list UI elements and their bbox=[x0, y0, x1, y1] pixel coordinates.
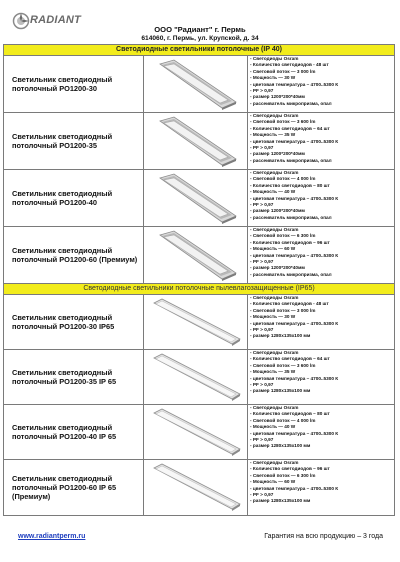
spec-line: - PF > 0,97 bbox=[250, 88, 274, 94]
product-image bbox=[144, 113, 248, 169]
spec-line: - Светодиоды Osram bbox=[250, 350, 299, 355]
spec-line: - Количество светодиодов - 48 шт bbox=[250, 62, 329, 68]
spec-line: - цветовая температура – 4700..5300 К bbox=[250, 81, 339, 87]
product-image bbox=[144, 295, 248, 349]
spec-line: - PF > 0,97 bbox=[250, 327, 274, 333]
product-name: Светильник светодиодный потолочный РО1200-60 (Премиум) bbox=[4, 227, 144, 283]
product-specs bbox=[248, 295, 394, 349]
spec-line: - рассеиватель микропризма, опал bbox=[250, 157, 332, 163]
spec-line: - Количество светодиодов – 96 шт bbox=[250, 239, 330, 245]
warranty-note: Гарантия на всю продукцию – 3 года bbox=[264, 533, 383, 540]
spec-line: - размер 1280x135x100 мм bbox=[250, 333, 311, 339]
spec-line: - Мощность — 40 W bbox=[250, 424, 296, 430]
product-specs bbox=[248, 227, 394, 283]
spec-line: - Мощность — 35 W bbox=[250, 132, 296, 138]
product-image bbox=[144, 170, 248, 226]
spec-line: - цветовая температура – 4700..5300 К bbox=[250, 430, 339, 436]
product-name: Светильник светодиодный потолочный РО1200-35 bbox=[4, 113, 144, 169]
product-image bbox=[144, 350, 248, 404]
spec-line: - Световой поток — 3 600 lm bbox=[250, 362, 316, 368]
spec-line: - Мощность — 60 W bbox=[250, 479, 296, 485]
product-name: Светильник светодиодный потолочный РО1200-40 bbox=[4, 170, 144, 226]
product-specs bbox=[248, 170, 394, 226]
table-row bbox=[4, 405, 394, 460]
linear-ip65-lamp-image bbox=[148, 407, 244, 457]
spec-line: - PF > 0,97 bbox=[250, 382, 274, 388]
spec-line: - Количество светодиодов – 80 шт bbox=[250, 411, 330, 417]
table-row bbox=[4, 460, 394, 515]
ceiling-panel-lamp-image bbox=[148, 172, 244, 224]
section-header-ip65: Светодиодные светильники потолочные пылевлагозащищенные (IP65) bbox=[4, 284, 394, 295]
spec-line: - PF > 0,97 bbox=[250, 145, 274, 151]
spec-line: - рассеиватель микропризма, опал bbox=[250, 100, 332, 106]
product-image bbox=[144, 460, 248, 515]
product-name: Светильник светодиодный потолочный РО1200-30 IP65 bbox=[4, 295, 144, 349]
spec-line: - цветовая температура – 4700..5300 К bbox=[250, 485, 339, 491]
spec-line: - Мощность — 60 W bbox=[250, 246, 296, 252]
table-row bbox=[4, 170, 394, 227]
spec-line: - цветовая температура – 4700..5300 К bbox=[250, 375, 339, 381]
product-image bbox=[144, 405, 248, 459]
product-name: Светильник светодиодный потолочный РО1200-60 IP 65 (Премиум) bbox=[4, 460, 144, 515]
product-image bbox=[144, 227, 248, 283]
linear-ip65-lamp-image bbox=[148, 297, 244, 347]
spec-line: - Светодиоды Osram bbox=[250, 113, 299, 118]
spec-line: - Световой поток — 3 000 lm bbox=[250, 68, 316, 74]
spec-line: - PF > 0,97 bbox=[250, 202, 274, 208]
product-specs bbox=[248, 350, 394, 404]
website-link[interactable]: www.radiantperm.ru bbox=[18, 533, 86, 540]
table-row bbox=[4, 227, 394, 284]
spec-line: - Светодиоды Osram bbox=[250, 56, 299, 61]
product-table bbox=[3, 44, 395, 516]
spec-line: - Световой поток — 3 600 lm bbox=[250, 119, 316, 125]
spec-line: - Световой поток — 4 000 lm bbox=[250, 176, 316, 182]
spec-line: - Светодиоды Osram bbox=[250, 405, 299, 410]
spec-line: - Мощность — 30 W bbox=[250, 314, 296, 320]
spec-line: - PF > 0,97 bbox=[250, 437, 274, 443]
linear-ip65-lamp-image bbox=[148, 462, 244, 512]
ceiling-panel-lamp-image bbox=[148, 115, 244, 167]
spec-line: - Светодиоды Osram bbox=[250, 295, 299, 300]
spec-line: - Количество светодиодов – 80 шт bbox=[250, 182, 330, 188]
table-row bbox=[4, 295, 394, 350]
ceiling-panel-lamp-image bbox=[148, 58, 244, 110]
product-specs bbox=[248, 113, 394, 169]
product-name: Светильник светодиодный потолочный РО1200-35 IP 65 bbox=[4, 350, 144, 404]
spec-line: - размер 1280x135x100 мм bbox=[250, 388, 311, 394]
spec-line: - Светодиоды Osram bbox=[250, 170, 299, 175]
spec-line: - Мощность — 40 W bbox=[250, 189, 296, 195]
spec-line: - размер 1200*200*40мм bbox=[250, 151, 305, 157]
spec-line: - рассеиватель микропризма, опал bbox=[250, 214, 332, 220]
spec-line: - размер 1280x135x100 мм bbox=[250, 498, 311, 504]
spec-line: - размер 1200*200*40мм bbox=[250, 208, 305, 214]
product-specs bbox=[248, 56, 394, 112]
spec-line: - размер 1200*200*40мм bbox=[250, 265, 305, 271]
spec-line: - Количество светодиодов - 48 шт bbox=[250, 301, 329, 307]
spec-line: - цветовая температура – 4700..5300 К bbox=[250, 195, 339, 201]
spec-line: - Количество светодиодов – 64 шт bbox=[250, 356, 330, 362]
product-name: Светильник светодиодный потолочный РО1200-40 IP 65 bbox=[4, 405, 144, 459]
spec-line: - рассеиватель микропризма, опал bbox=[250, 271, 332, 277]
spec-line: - Световой поток — 3 000 lm bbox=[250, 307, 316, 313]
spec-line: - Светодиоды Osram bbox=[250, 227, 299, 232]
product-image bbox=[144, 56, 248, 112]
spec-line: - размер 1200*200*40мм bbox=[250, 94, 305, 100]
spec-line: - Количество светодиодов – 96 шт bbox=[250, 466, 330, 472]
spec-line: - PF > 0,97 bbox=[250, 492, 274, 498]
spec-line: - Мощность — 30 W bbox=[250, 75, 296, 81]
ceiling-panel-lamp-image bbox=[148, 229, 244, 281]
spec-line: - Светодиоды Osram bbox=[250, 460, 299, 465]
spec-line: - цветовая температура – 4700..5300 К bbox=[250, 252, 339, 258]
spec-line: - PF > 0,97 bbox=[250, 259, 274, 265]
company-address: 614060, г. Пермь, ул. Крупской, д. 34 bbox=[141, 35, 259, 42]
section-header-ip40: Светодиодные светильники потолочные (IP 40) bbox=[4, 45, 394, 56]
product-specs bbox=[248, 460, 394, 515]
spec-line: - цветовая температура – 4700..5300 К bbox=[250, 320, 339, 326]
spec-line: - Световой поток — 6 300 lm bbox=[250, 233, 316, 239]
product-name: Светильник светодиодный потолочный РО1200-30 bbox=[4, 56, 144, 112]
spec-line: - Световой поток — 4 000 lm bbox=[250, 417, 316, 423]
table-row bbox=[4, 113, 394, 170]
spec-line: - Количество светодиодов – 64 шт bbox=[250, 125, 330, 131]
company-name: ООО "Радиант" г. Пермь bbox=[154, 25, 246, 34]
spec-line: - Световой поток — 6 300 lm bbox=[250, 472, 316, 478]
product-specs bbox=[248, 405, 394, 459]
spec-line: - Мощность — 35 W bbox=[250, 369, 296, 375]
logo-text: RADIANT bbox=[30, 14, 81, 26]
linear-ip65-lamp-image bbox=[148, 352, 244, 402]
table-row bbox=[4, 350, 394, 405]
spec-line: - размер 1280x135x100 мм bbox=[250, 443, 311, 449]
spec-line: - цветовая температура – 4700..5300 К bbox=[250, 138, 339, 144]
table-row bbox=[4, 56, 394, 113]
